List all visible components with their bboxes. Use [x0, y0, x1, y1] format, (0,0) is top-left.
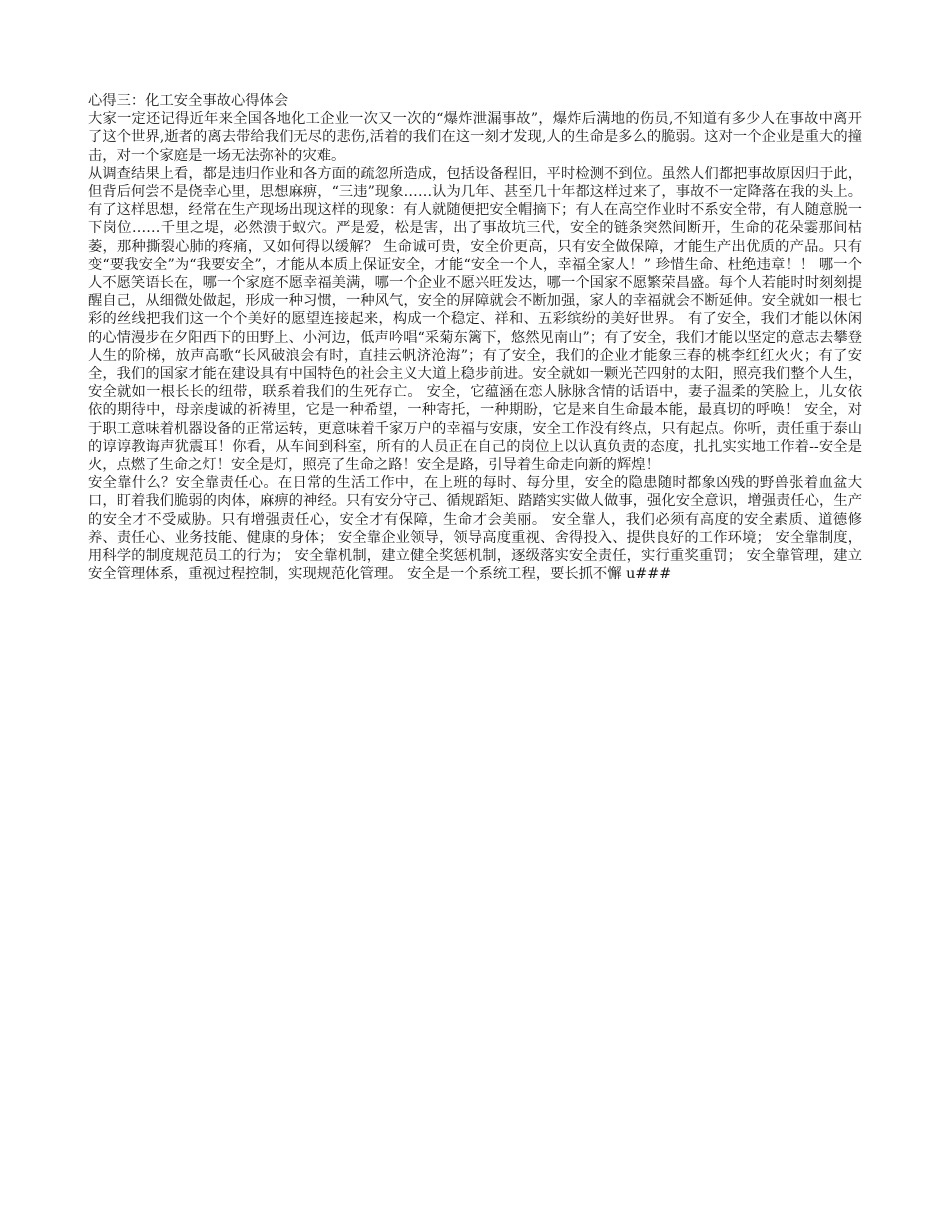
paragraph-1: 大家一定还记得近年来全国各地化工企业一次又一次的“爆炸泄漏事故”，爆炸后满地的伤员,不知道有多少人在事故中离开了这个世界,逝者的离去带给我们无尽的悲伤,活着的我们在这一刻才发现,人的生命是多么的脆弱。这对一个企业是重大的撞击，对一个家庭是一场无法弥补的灾难。	[88, 111, 862, 164]
document-title: 心得三：化工安全事故心得体会	[88, 93, 289, 109]
paragraph-2: 从调查结果上看，都是违归作业和各方面的疏忽所造成，包括设备程旧，平时检测不到位。虽然人们都把事故原因归于此，但背后何尝不是侥幸心里，思想麻痹，“三违”现象……认为几年、甚至几十年都这样过来了，事故不一定降落在我的头上。有了这样思想，经常在生产现场出现这样的现象：有人就随便把安全帽摘下；有人在高空作业时不系安全带，有人随意脱一下岗位……千里之堤，必然溃于蚁穴。严是爱，松是害，出了事故坑三代，安全的链条突然间断开，生命的花朵霎那间枯萎，那种撕裂心肺的疼痛，又如何得以缓解？ 生命诚可贵，安全价更高，只有安全做保障，才能生产出优质的产品。只有变“要我安全”为“我要安全”，才能从本质上保证安全，才能“安全一个人，幸福全家人！” 珍惜生命、杜绝违章！！ 哪一个人不愿笑语长在，哪一个家庭不愿幸福美满，哪一个企业不愿兴旺发达，哪一个国家不愿繁荣昌盛。每个人若能时时刻刻提醒自己，从细微处做起，形成一种习惯，一种风气，安全的屏障就会不断加强，家人的幸福就会不断延伸。安全就如一根七彩的丝线把我们这一个个美好的愿望连接起来，构成一个稳定、祥和、五彩缤纷的美好世界。 有了安全，我们才能以休闲的心情漫步在夕阳西下的田野上、小河边，低声吟唱“采菊东篱下，悠然见南山”；有了安全，我们才能以坚定的意志去攀登人生的阶梯，放声高歌“长风破浪会有时，直挂云帆济沧海”；有了安全，我们的企业才能象三春的桃李红红火火；有了安全，我们的国家才能在建设具有中国特色的社会主义大道上稳步前进。安全就如一颗光芒四射的太阳，照亮我们整个人生，安全就如一根长长的纽带，联系着我们的生死存亡。 安全，它蕴涵在恋人脉脉含情的话语中，妻子温柔的笑脸上，儿女依依的期待中，母亲虔诚的祈祷里，它是一种希望，一种寄托，一种期盼，它是来自生命最本能，最真切的呼唤！ 安全，对于职工意味着机器设备的正常运转，更意味着千家万户的幸福与安康，安全工作没有终点，只有起点。你听，责任重于泰山的谆谆教诲声犹震耳！你看，从车间到科室，所有的人员正在自己的岗位上以认真负责的态度，扎扎实实地工作着--安全是火，点燃了生命之灯！安全是灯，照亮了生命之路！安全是路，引导着生命走向新的辉煌！	[88, 165, 862, 474]
document-body	[88, 92, 862, 583]
paragraph-3: 安全靠什么？安全靠责任心。在日常的生活工作中，在上班的每时、每分里，安全的隐患随时都象凶残的野兽张着血盆大口，盯着我们脆弱的肉体，麻痹的神经。只有安分守己、循规蹈矩、踏踏实实做人做事，强化安全意识，增强责任心，生产的安全才不受威胁。只有增强责任心，安全才有保障，生命才会美丽。 安全靠人，我们必须有高度的安全素质、道德修养、责任心、业务技能、健康的身体； 安全靠企业领导，领导高度重视、舍得投入、提供良好的工作环境； 安全靠制度，用科学的制度规范员工的行为； 安全靠机制，建立健全奖惩机制，逐级落实安全责任，实行重奖重罚； 安全靠管理，建立安全管理体系，重视过程控制，实现规范化管理。 安全是一个系统工程，要长抓不懈 u###	[88, 475, 862, 583]
